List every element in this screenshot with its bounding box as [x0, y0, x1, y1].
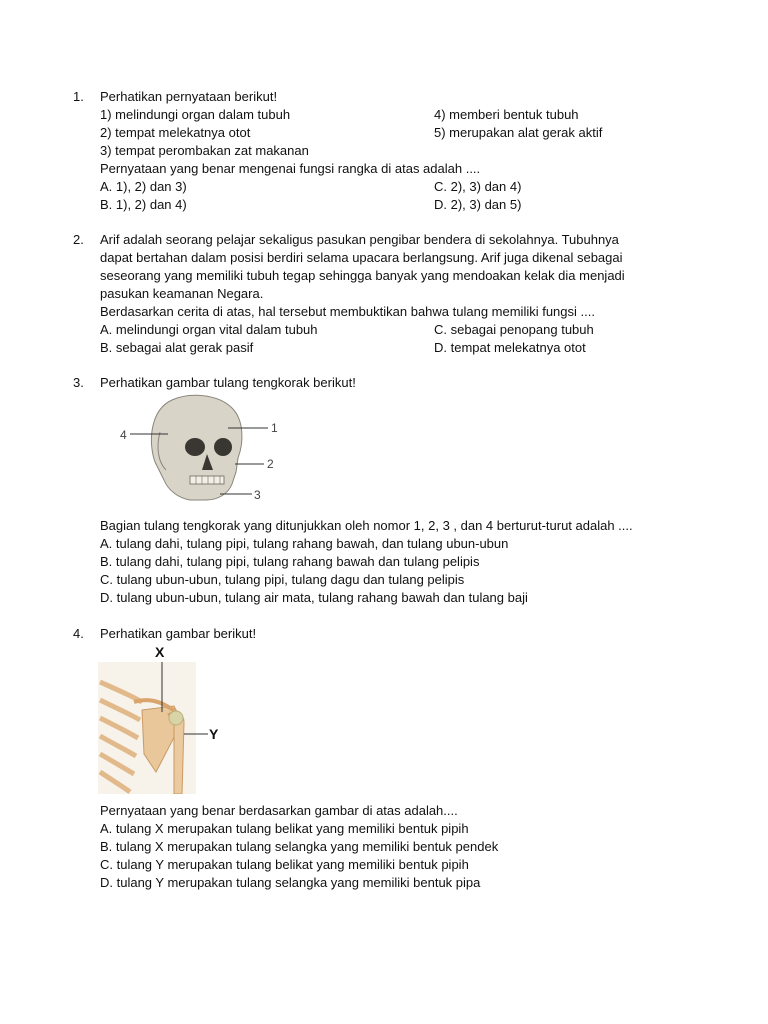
option-a[interactable]: A. melindungi organ vital dalam tubuh: [100, 322, 318, 337]
option-c[interactable]: C. tulang ubun-ubun, tulang pipi, tulang dagu dan tulang pelipis: [100, 572, 465, 587]
skull-figure: [110, 392, 290, 507]
question-line: seseorang yang memiliki tubuh tegap sehingga banyak yang mendoakan kelak dia menjadi: [100, 268, 625, 283]
statement-1: 1) melindungi organ dalam tubuh: [100, 107, 291, 122]
skull-orbit-left: [185, 438, 205, 456]
option-a[interactable]: A. 1), 2) dan 3): [100, 179, 187, 194]
humerus-head: [169, 711, 183, 725]
option-b[interactable]: B. tulang X merupakan tulang selangka yang memiliki bentuk pendek: [100, 839, 499, 854]
question-prompt: Pernyataan yang benar berdasarkan gambar di atas adalah....: [100, 803, 458, 818]
question-number: 4.: [73, 626, 84, 641]
question-text: Perhatikan pernyataan berikut!: [100, 89, 278, 104]
option-d[interactable]: D. tulang ubun-ubun, tulang air mata, tulang rahang bawah dan tulang baji: [100, 590, 528, 605]
question-line: dapat bertahan dalam posisi berdiri selama upacara berlangsung. Arif juga dikenal sebagai: [100, 250, 623, 265]
option-b[interactable]: B. 1), 2) dan 4): [100, 197, 187, 212]
statement-4: 4) memberi bentuk tubuh: [434, 107, 579, 122]
option-d[interactable]: D. tulang Y merupakan tulang selangka yang memiliki bentuk pipa: [100, 875, 481, 890]
figure-label-1: 1: [271, 421, 278, 435]
statement-3: 3) tempat perombakan zat makanan: [100, 143, 309, 158]
question-line: pasukan keamanan Negara.: [100, 286, 264, 301]
question-number: 2.: [73, 232, 84, 247]
option-d[interactable]: D. 2), 3) dan 5): [434, 197, 522, 212]
question-prompt: Pernyataan yang benar mengenai fungsi rangka di atas adalah ....: [100, 161, 481, 176]
question-line: Arif adalah seorang pelajar sekaligus pasukan pengibar bendera di sekolahnya. Tubuhnya: [100, 232, 619, 247]
skull-orbit-right: [214, 438, 232, 456]
figure-label-y: Y: [209, 726, 219, 742]
figure-label-x: X: [155, 644, 165, 660]
statement-2: 2) tempat melekatnya otot: [100, 125, 251, 140]
figure-label-2: 2: [267, 457, 274, 471]
option-a[interactable]: A. tulang dahi, tulang pipi, tulang rahang bawah, dan tulang ubun-ubun: [100, 536, 509, 551]
shoulder-figure: [98, 662, 223, 794]
figure-label-4: 4: [120, 428, 127, 442]
question-text: Perhatikan gambar berikut!: [100, 626, 257, 641]
question-number: 3.: [73, 375, 84, 390]
question-prompt: Bagian tulang tengkorak yang ditunjukkan oleh nomor 1, 2, 3 , dan 4 berturut-turut adalah ....: [100, 518, 633, 533]
question-number: 1.: [73, 89, 84, 104]
option-c[interactable]: C. tulang Y merupakan tulang belikat yang memiliki bentuk pipih: [100, 857, 469, 872]
statement-5: 5) merupakan alat gerak aktif: [434, 125, 603, 140]
option-c[interactable]: C. sebagai penopang tubuh: [434, 322, 594, 337]
question-prompt: Berdasarkan cerita di atas, hal tersebut membuktikan bahwa tulang memiliki fungsi ....: [100, 304, 595, 319]
option-b[interactable]: B. tulang dahi, tulang pipi, tulang rahang bawah dan tulang pelipis: [100, 554, 480, 569]
question-text: Perhatikan gambar tulang tengkorak berikut!: [100, 375, 356, 390]
option-b[interactable]: B. sebagai alat gerak pasif: [100, 340, 254, 355]
option-a[interactable]: A. tulang X merupakan tulang belikat yang memiliki bentuk pipih: [100, 821, 469, 836]
option-c[interactable]: C. 2), 3) dan 4): [434, 179, 522, 194]
skull-teeth: [190, 476, 224, 484]
option-d[interactable]: D. tempat melekatnya otot: [434, 340, 586, 355]
figure-label-3: 3: [254, 488, 261, 502]
